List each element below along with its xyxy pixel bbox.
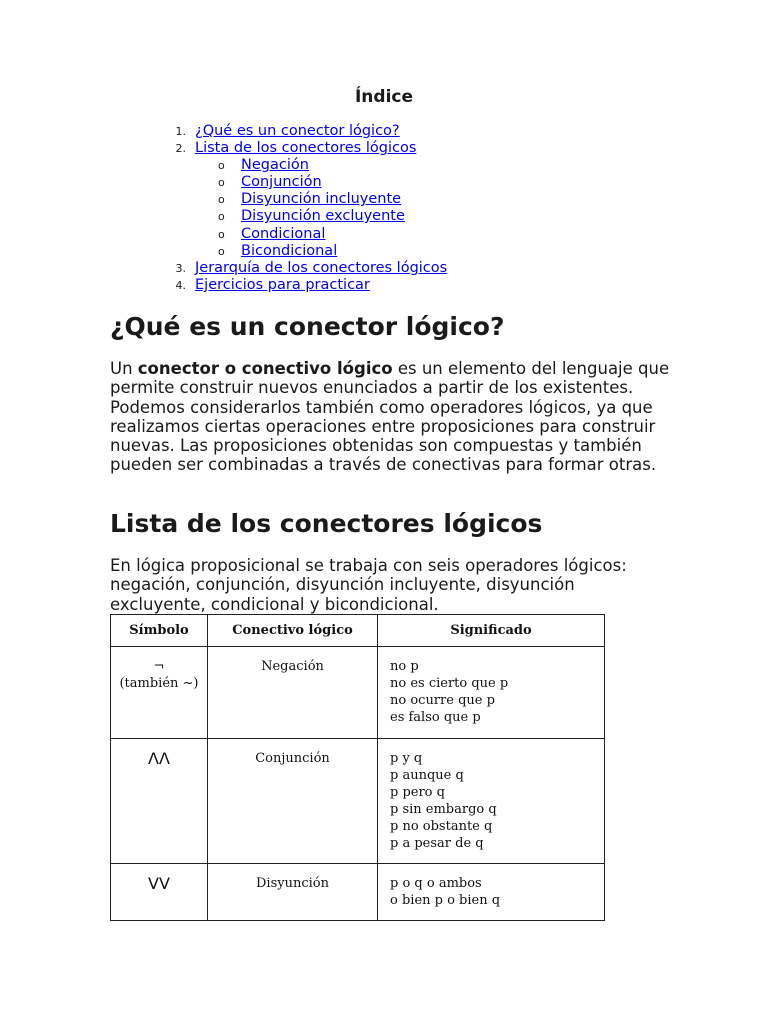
paragraph-text: es un elemento del lenguaje que permite construir nuevos enunciados a partir de los existentes. Podemos considerarlos también como operadores lógicos, ya que realizamos ciertas operaciones entre proposiciones para construir nuevas. Las proposiciones obtenidas son compuestas y también pueden ser combinadas a través de conectivas para formar otras. bbox=[110, 359, 670, 475]
toc-link-jerarquia[interactable]: Jerarquía de los conectores lógicos bbox=[195, 260, 448, 276]
bullet-icon: o bbox=[218, 210, 225, 223]
toc-link-disyuncion-excluyente[interactable]: Disyunción excluyente bbox=[241, 208, 405, 224]
toc-number: 4. bbox=[175, 279, 186, 292]
toc-number: 3. bbox=[175, 262, 186, 275]
symbol-cell bbox=[111, 864, 208, 921]
bullet-icon: o bbox=[218, 245, 225, 258]
meaning-line: no p bbox=[390, 659, 419, 674]
toc-link-conjuncion[interactable]: Conjunción bbox=[241, 174, 322, 190]
toc-link-disyuncion-incluyente[interactable]: Disyunción incluyente bbox=[241, 191, 402, 207]
meaning-line: p a pesar de q bbox=[390, 836, 484, 851]
bullet-icon: o bbox=[218, 176, 225, 189]
bullet-icon: o bbox=[218, 193, 225, 206]
meaning-line: p no obstante q bbox=[390, 819, 493, 834]
meaning-line: es falso que p bbox=[390, 710, 481, 725]
meaning-line: p y q bbox=[390, 751, 423, 766]
meaning-line: no ocurre que p bbox=[390, 693, 495, 708]
meaning-cell bbox=[378, 864, 605, 921]
meaning-line: p o q o ambos bbox=[390, 876, 482, 891]
toc-link-lista[interactable]: Lista de los conectores lógicos bbox=[195, 140, 417, 156]
toc-link-ejercicios[interactable]: Ejercicios para practicar bbox=[195, 277, 370, 293]
toc-link-negacion[interactable]: Negación bbox=[241, 157, 309, 173]
toc-title: Índice bbox=[354, 87, 414, 107]
toc-number: 1. bbox=[175, 125, 186, 138]
toc-link-bicondicional[interactable]: Bicondicional bbox=[241, 243, 338, 259]
table-row bbox=[111, 864, 605, 921]
symbol-negation: ¬ bbox=[153, 659, 165, 674]
toc-link-que-es[interactable]: ¿Qué es un conector lógico? bbox=[195, 123, 400, 139]
section-heading-que-es: ¿Qué es un conector lógico? bbox=[110, 312, 505, 341]
paragraph-text: Un bbox=[110, 359, 138, 378]
bold-term: conector o conectivo lógico bbox=[137, 359, 393, 378]
symbol-cell bbox=[111, 739, 208, 864]
connective-name: Disyunción bbox=[256, 876, 329, 891]
symbol-disjunction: VV bbox=[148, 874, 170, 893]
meaning-line: p sin embargo q bbox=[390, 802, 497, 817]
header-simbolo: Símbolo bbox=[111, 615, 208, 647]
connective-name: Conjunción bbox=[255, 751, 330, 766]
connective-cell bbox=[208, 739, 378, 864]
symbol-cell bbox=[111, 647, 208, 739]
meaning-line: p pero q bbox=[390, 785, 445, 800]
header-significado: Significado bbox=[378, 615, 605, 647]
section-paragraph bbox=[110, 359, 670, 475]
meaning-cell bbox=[378, 647, 605, 739]
meaning-cell bbox=[378, 739, 605, 864]
symbol-note: (también ~) bbox=[119, 676, 199, 691]
bullet-icon: o bbox=[218, 159, 225, 172]
meaning-line: o bien p o bien q bbox=[390, 893, 501, 908]
table-row bbox=[111, 739, 605, 864]
meaning-line: no es cierto que p bbox=[390, 676, 509, 691]
connective-name: Negación bbox=[261, 659, 324, 674]
header-conectivo: Conectivo lógico bbox=[208, 615, 378, 647]
section-paragraph: En lógica proposicional se trabaja con seis operadores lógicos: negación, conjunción, disyunción incluyente, disyunción excluyente, condicional y bicondicional. bbox=[110, 556, 627, 614]
table-row bbox=[111, 647, 605, 739]
connective-cell bbox=[208, 647, 378, 739]
meaning-line: p aunque q bbox=[390, 768, 464, 783]
section-heading-lista: Lista de los conectores lógicos bbox=[110, 509, 543, 538]
symbol-conjunction: ΛΛ bbox=[148, 749, 170, 768]
toc-link-condicional[interactable]: Condicional bbox=[241, 226, 326, 242]
connective-cell bbox=[208, 864, 378, 921]
bullet-icon: o bbox=[218, 228, 225, 241]
connectives-table bbox=[110, 614, 605, 921]
table-header-row bbox=[111, 615, 605, 647]
toc-number: 2. bbox=[175, 142, 186, 155]
